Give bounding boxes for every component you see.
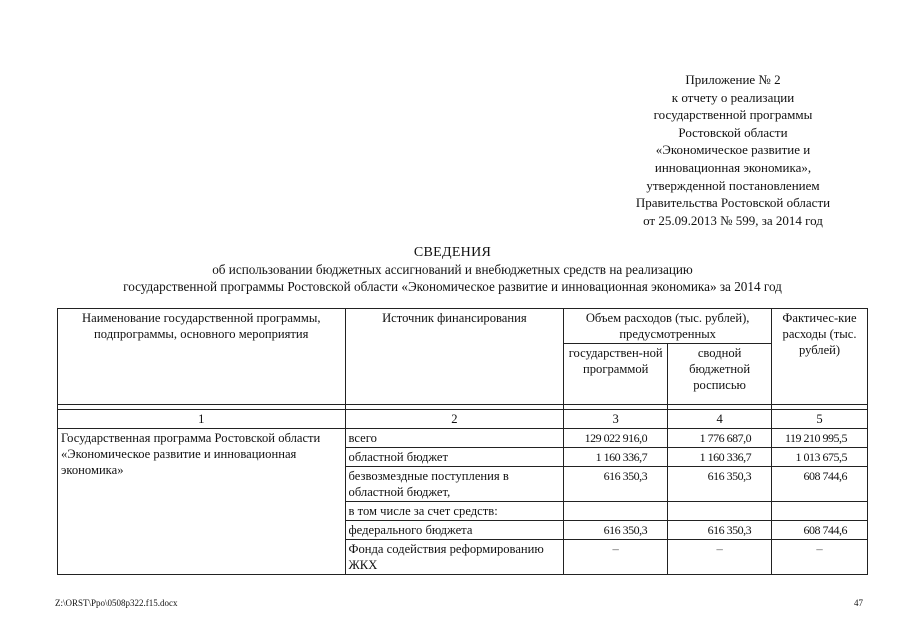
column-number: 4 <box>668 410 772 429</box>
budget-list-value: 1 160 336,7 <box>668 448 772 467</box>
source-cell: в том числе за счет средств: <box>345 502 564 521</box>
header-row <box>58 309 868 344</box>
source-cell: безвозмездные поступления в областной бюджет, <box>345 467 564 502</box>
actual-value: – <box>772 540 868 575</box>
document-title: СВЕДЕНИЯ <box>413 245 492 260</box>
appendix-line: к отчету о реализации <box>671 89 795 105</box>
source-cell: всего <box>345 429 564 448</box>
appendix-line: государственной программы <box>653 107 813 123</box>
page-number: 47 <box>854 598 863 608</box>
appendix-line: «Экономическое развитие и <box>655 142 811 158</box>
table-row <box>58 429 868 448</box>
state-program-value: – <box>564 540 668 575</box>
header-budget-list: сводной бюджетной росписью <box>668 344 772 405</box>
appendix-line: Ростовской области <box>678 124 788 140</box>
source-cell: областной бюджет <box>345 448 564 467</box>
program-name-cell: Государственная программа Ростовской области «Экономическое развитие и инновационная экономика» <box>58 429 346 575</box>
appendix-line: Приложение № 2 <box>685 72 781 87</box>
actual-value: 608 744,6 <box>772 467 868 502</box>
column-number-row <box>58 410 868 429</box>
actual-value: 608 744,6 <box>772 521 868 540</box>
column-number: 3 <box>564 410 668 429</box>
source-cell: федерального бюджета <box>345 521 564 540</box>
header-volume: Объем расходов (тыс. рублей), предусмотренных <box>564 309 772 344</box>
header-actual: Фактичес-кие расходы (тыс. рублей) <box>772 309 868 405</box>
state-program-value: 129 022 916,0 <box>564 429 668 448</box>
appendix-block <box>603 71 863 229</box>
budget-table <box>57 308 868 575</box>
appendix-line: инновационная экономика», <box>654 159 812 175</box>
actual-value: 119 210 995,5 <box>772 429 868 448</box>
header-source: Источник финансирования <box>345 309 564 405</box>
footer-file-path: Z:\ORST\Ppo\0508p322.f15.docx <box>55 598 178 608</box>
actual-value: 1 013 675,5 <box>772 448 868 467</box>
appendix-line: Правительства Ростовской области <box>635 195 831 211</box>
budget-list-value: 1 776 687,0 <box>668 429 772 448</box>
budget-list-value <box>668 502 772 521</box>
state-program-value: 1 160 336,7 <box>564 448 668 467</box>
source-cell: Фонда содействия реформированию ЖКХ <box>345 540 564 575</box>
column-number: 1 <box>58 410 346 429</box>
header-name: Наименование государственной программы, подпрограммы, основного мероприятия <box>58 309 346 405</box>
document-heading <box>0 244 905 295</box>
state-program-value <box>564 502 668 521</box>
column-number: 2 <box>345 410 564 429</box>
budget-list-value: – <box>668 540 772 575</box>
document-subtitle-line1: об использовании бюджетных ассигнований и внебюджетных средств на реализацию <box>212 262 693 277</box>
appendix-line: от 25.09.2013 № 599, за 2014 год <box>643 212 823 228</box>
header-state-program: государствен-ной программой <box>564 344 668 405</box>
state-program-value: 616 350,3 <box>564 467 668 502</box>
budget-list-value: 616 350,3 <box>668 467 772 502</box>
document-subtitle-line2: государственной программы Ростовской области «Экономическое развитие и инновационная экономика» за 2014 год <box>123 279 782 294</box>
budget-list-value: 616 350,3 <box>668 521 772 540</box>
appendix-line: утвержденной постановлением <box>646 177 820 193</box>
column-number: 5 <box>772 410 868 429</box>
actual-value <box>772 502 868 521</box>
state-program-value: 616 350,3 <box>564 521 668 540</box>
